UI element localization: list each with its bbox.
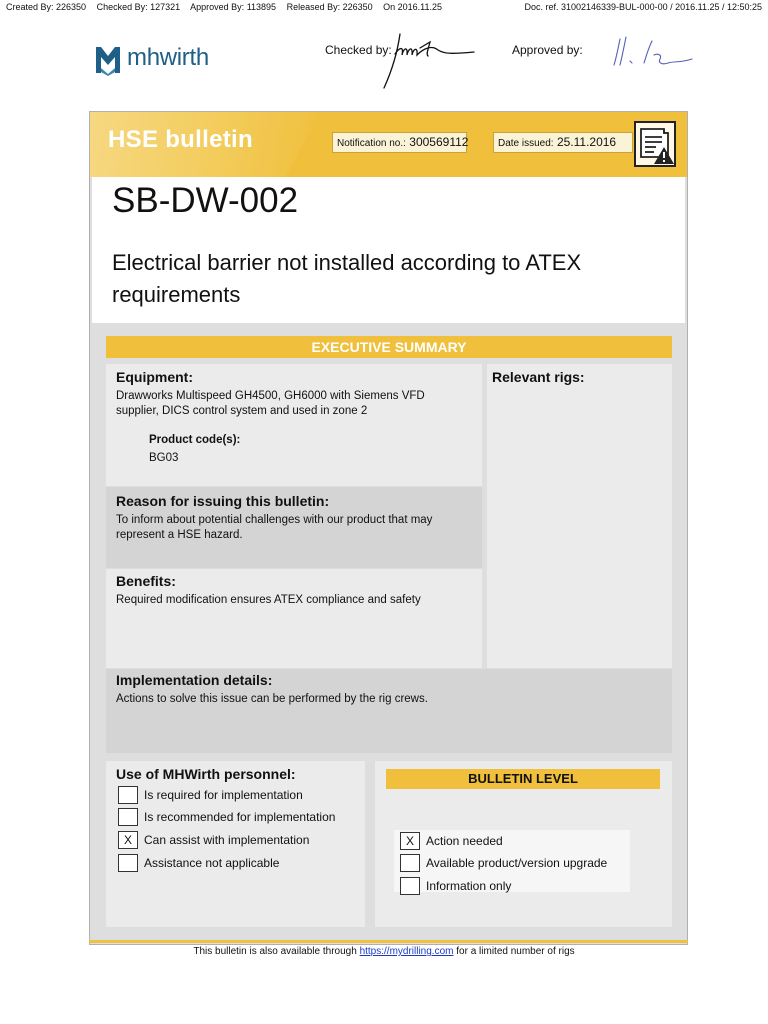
- date-issued-value: 25.11.2016: [556, 135, 617, 149]
- relevant-rigs-section: [487, 364, 672, 668]
- implementation-section: [106, 669, 672, 753]
- checkbox[interactable]: [118, 854, 138, 872]
- reason-heading: Reason for issuing this bulletin:: [116, 493, 330, 509]
- document-meta-bar: [6, 2, 762, 16]
- bulletin-header: [90, 112, 687, 177]
- approved-by-label: Approved by:: [512, 43, 583, 57]
- bulletin-level-heading: BULLETIN LEVEL: [386, 769, 660, 789]
- meta-doc-ref: Doc. ref. 31002146339-BUL-000-00 / 2016.11.25 / 12:50:25: [524, 2, 762, 12]
- option-label: Information only: [426, 879, 512, 893]
- footer-note: [0, 946, 768, 957]
- benefits-section: [106, 569, 482, 668]
- implementation-heading: Implementation details:: [116, 672, 273, 688]
- option-label: Can assist with implementation: [144, 833, 310, 847]
- personnel-section: [106, 761, 365, 927]
- notification-number-field: [332, 132, 467, 153]
- personnel-heading: Use of MHWirth personnel:: [116, 766, 296, 782]
- meta-release-date: On 2016.11.25: [383, 2, 443, 12]
- meta-created-by: Created By: 226350: [6, 2, 87, 12]
- equipment-heading: Equipment:: [116, 369, 193, 385]
- bulletin-bottom-accent: [89, 940, 688, 943]
- option-label: Is required for implementation: [144, 788, 303, 802]
- checkbox[interactable]: X: [118, 831, 138, 849]
- footer-suffix: for a limited number of rigs: [456, 946, 575, 957]
- date-issued-field: [493, 132, 633, 153]
- bulletin-type-title: HSE bulletin: [108, 126, 253, 153]
- equipment-text: Drawworks Multispeed GH4500, GH6000 with Siemens VFD supplier, DICS control system and used in zone 2: [116, 390, 425, 417]
- reason-text: To inform about potential challenges with our product that may represent a HSE hazard.: [116, 514, 433, 541]
- benefits-heading: Benefits:: [116, 573, 176, 589]
- option-label: Available product/version upgrade: [426, 856, 608, 870]
- option-label: Action needed: [426, 834, 503, 848]
- notification-label: Notification no.:: [337, 138, 406, 149]
- checkbox[interactable]: [400, 854, 420, 872]
- benefits-text: Required modification ensures ATEX compliance and safety: [116, 594, 421, 606]
- meta-left: [6, 2, 450, 12]
- option-label: Is recommended for implementation: [144, 810, 336, 824]
- relevant-rigs-heading: Relevant rigs:: [492, 369, 585, 385]
- bulletin-code: SB-DW-002: [112, 181, 299, 220]
- hse-bulletin-card: [89, 111, 688, 945]
- footer-prefix: This bulletin is also available through: [193, 946, 357, 957]
- date-issued-label: Date issued:: [498, 138, 554, 149]
- checkbox[interactable]: X: [400, 832, 420, 850]
- notification-value: 300569112: [409, 135, 469, 149]
- checked-by-label: Checked by:: [325, 43, 392, 57]
- brand-name: mhwirth: [127, 44, 209, 71]
- bulletin-level-options: [394, 830, 630, 892]
- mhwirth-logo: [95, 42, 235, 78]
- bulletin-title: Electrical barrier not installed according to ATEX requirements: [112, 250, 582, 307]
- meta-checked-by: Checked By: 127321: [96, 2, 181, 12]
- checked-by-signature: [368, 30, 478, 92]
- checkbox[interactable]: [118, 786, 138, 804]
- product-code-value: BG03: [149, 452, 179, 464]
- mhwirth-mark-icon: [95, 44, 121, 76]
- bulletin-title-area: [92, 177, 685, 323]
- meta-released-by: Released By: 226350: [286, 2, 373, 12]
- mydrilling-link[interactable]: https://mydrilling.com: [359, 946, 454, 957]
- executive-summary-heading: EXECUTIVE SUMMARY: [106, 336, 672, 358]
- product-code-heading: Product code(s):: [149, 434, 241, 446]
- approved-by-signature: [610, 33, 700, 73]
- equipment-section: [106, 364, 482, 486]
- reason-section: [106, 487, 482, 568]
- implementation-text: Actions to solve this issue can be performed by the rig crews.: [116, 693, 428, 705]
- meta-approved-by: Approved By: 113895: [190, 2, 277, 12]
- checkbox[interactable]: [400, 877, 420, 895]
- checkbox[interactable]: [118, 808, 138, 826]
- option-label: Assistance not applicable: [144, 856, 280, 870]
- document-warning-icon: [634, 121, 676, 167]
